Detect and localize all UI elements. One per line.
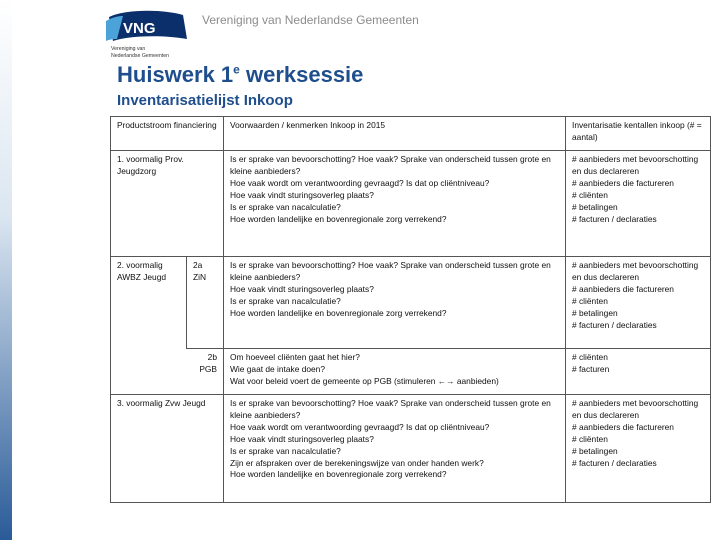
condition-line: Is er sprake van nacalculatie?: [230, 445, 341, 456]
condition-line: Hoe vaak vindt sturingsoverleg plaats?: [230, 433, 374, 444]
counts-cell: [566, 257, 711, 349]
condition-line: Is er sprake van bevoorschotting? Hoe vaak? Sprake van onderscheid tussen grote en kleine aanbieders?: [230, 398, 551, 420]
conditions-cell: [224, 151, 566, 257]
count-line: # aanbieders met bevoorschotting en dus declareren: [572, 260, 699, 282]
conditions-cell: [224, 257, 566, 349]
logo-sub-2: Nederlandse Gemeenten: [111, 53, 169, 59]
condition-line: Wie gaat de intake doen?: [230, 363, 325, 374]
table-row: [111, 395, 711, 503]
counts-cell: [566, 151, 711, 257]
sub-stream-cell: 2b PGB: [187, 349, 224, 395]
title-main: Huiswerk 1: [117, 62, 234, 87]
table-row: [111, 151, 711, 257]
stream-cell: 1. voormalig Prov. Jeugdzorg: [111, 151, 224, 257]
logo-sub-1: Vereniging van: [111, 46, 146, 52]
count-line: # betalingen: [572, 201, 618, 212]
conditions-cell: [224, 349, 566, 395]
condition-line: Is er sprake van bevoorschotting? Hoe vaak? Sprake van onderscheid tussen grote en kleine aanbieders?: [230, 260, 551, 282]
condition-line: Hoe worden landelijke en bovenregionale zorg verrekend?: [230, 307, 447, 318]
title-rest: werksessie: [239, 62, 364, 87]
count-line: # betalingen: [572, 307, 618, 318]
left-accent-bar: [0, 0, 12, 540]
count-line: # aanbieders die factureren: [572, 421, 674, 432]
table-header-row: [111, 117, 711, 151]
title-superscript: e: [233, 62, 240, 77]
counts-cell: [566, 349, 711, 395]
counts-cell: [566, 395, 711, 503]
page-subtitle: Inventarisatielijst Inkoop: [117, 92, 293, 109]
count-line: # facturen: [572, 363, 610, 374]
count-line: # aanbieders met bevoorschotting en dus declareren: [572, 154, 699, 176]
condition-line: Hoe vaak wordt om verantwoording gevraagd? Is dat op cliëntniveau?: [230, 421, 490, 432]
inventory-table: [110, 116, 711, 503]
condition-line: Is er sprake van bevoorschotting? Hoe vaak? Sprake van onderscheid tussen grote en kleine aanbieders?: [230, 154, 551, 176]
organization-name: Vereniging van Nederlandse Gemeenten: [202, 13, 419, 27]
condition-line: Is er sprake van nacalculatie?: [230, 295, 341, 306]
count-line: # facturen / declaraties: [572, 457, 657, 468]
header-cell-counts: Inventarisatie kentallen inkoop (# = aantal): [566, 117, 711, 151]
stream-cell: 3. voormalig Zvw Jeugd: [111, 395, 224, 503]
condition-line: Hoe vaak wordt om verantwoording gevraagd? Is dat op cliëntniveau?: [230, 177, 490, 188]
condition-line-with-arrow: Wat voor beleid voert de gemeente op PGB (stimuleren ←→ aanbieden): [230, 375, 499, 386]
condition-line: Is er sprake van nacalculatie?: [230, 201, 341, 212]
header-cell-conditions: Voorwaarden / kenmerken Inkoop in 2015: [224, 117, 566, 151]
condition-line: Hoe vaak vindt sturingsoverleg plaats?: [230, 283, 374, 294]
count-line: # aanbieders die factureren: [572, 283, 674, 294]
table-row: [111, 257, 711, 349]
count-line: # cliënten: [572, 433, 608, 444]
conditions-cell: [224, 395, 566, 503]
count-line: # cliënten: [572, 352, 608, 362]
condition-line: Zijn er afspraken over de berekeningswijze van onder handen werk?: [230, 457, 484, 468]
condition-line: Hoe worden landelijke en bovenregionale zorg verrekend?: [230, 469, 447, 480]
header-cell-stream: Productstroom financiering: [111, 117, 224, 151]
vng-logo: [103, 9, 198, 59]
count-line: # facturen / declaraties: [572, 319, 657, 330]
condition-line: Hoe vaak vindt sturingsoverleg plaats?: [230, 189, 374, 200]
condition-line: Om hoeveel cliënten gaat het hier?: [230, 352, 360, 362]
logo-text: VNG: [123, 20, 156, 37]
count-line: # cliënten: [572, 295, 608, 306]
table-row: [111, 349, 711, 395]
double-arrow-icon: ←→: [437, 375, 455, 386]
count-line: # betalingen: [572, 445, 618, 456]
count-line: # cliënten: [572, 189, 608, 200]
count-line: # facturen / declaraties: [572, 213, 657, 224]
count-line: # aanbieders met bevoorschotting en dus declareren: [572, 398, 699, 420]
condition-line: Hoe worden landelijke en bovenregionale zorg verrekend?: [230, 213, 447, 224]
page-title: [117, 62, 363, 88]
sub-stream-cell: 2a ZiN: [187, 257, 224, 349]
count-line: # aanbieders die factureren: [572, 177, 674, 188]
stream-cell: 2. voormalig AWBZ Jeugd: [111, 257, 187, 395]
